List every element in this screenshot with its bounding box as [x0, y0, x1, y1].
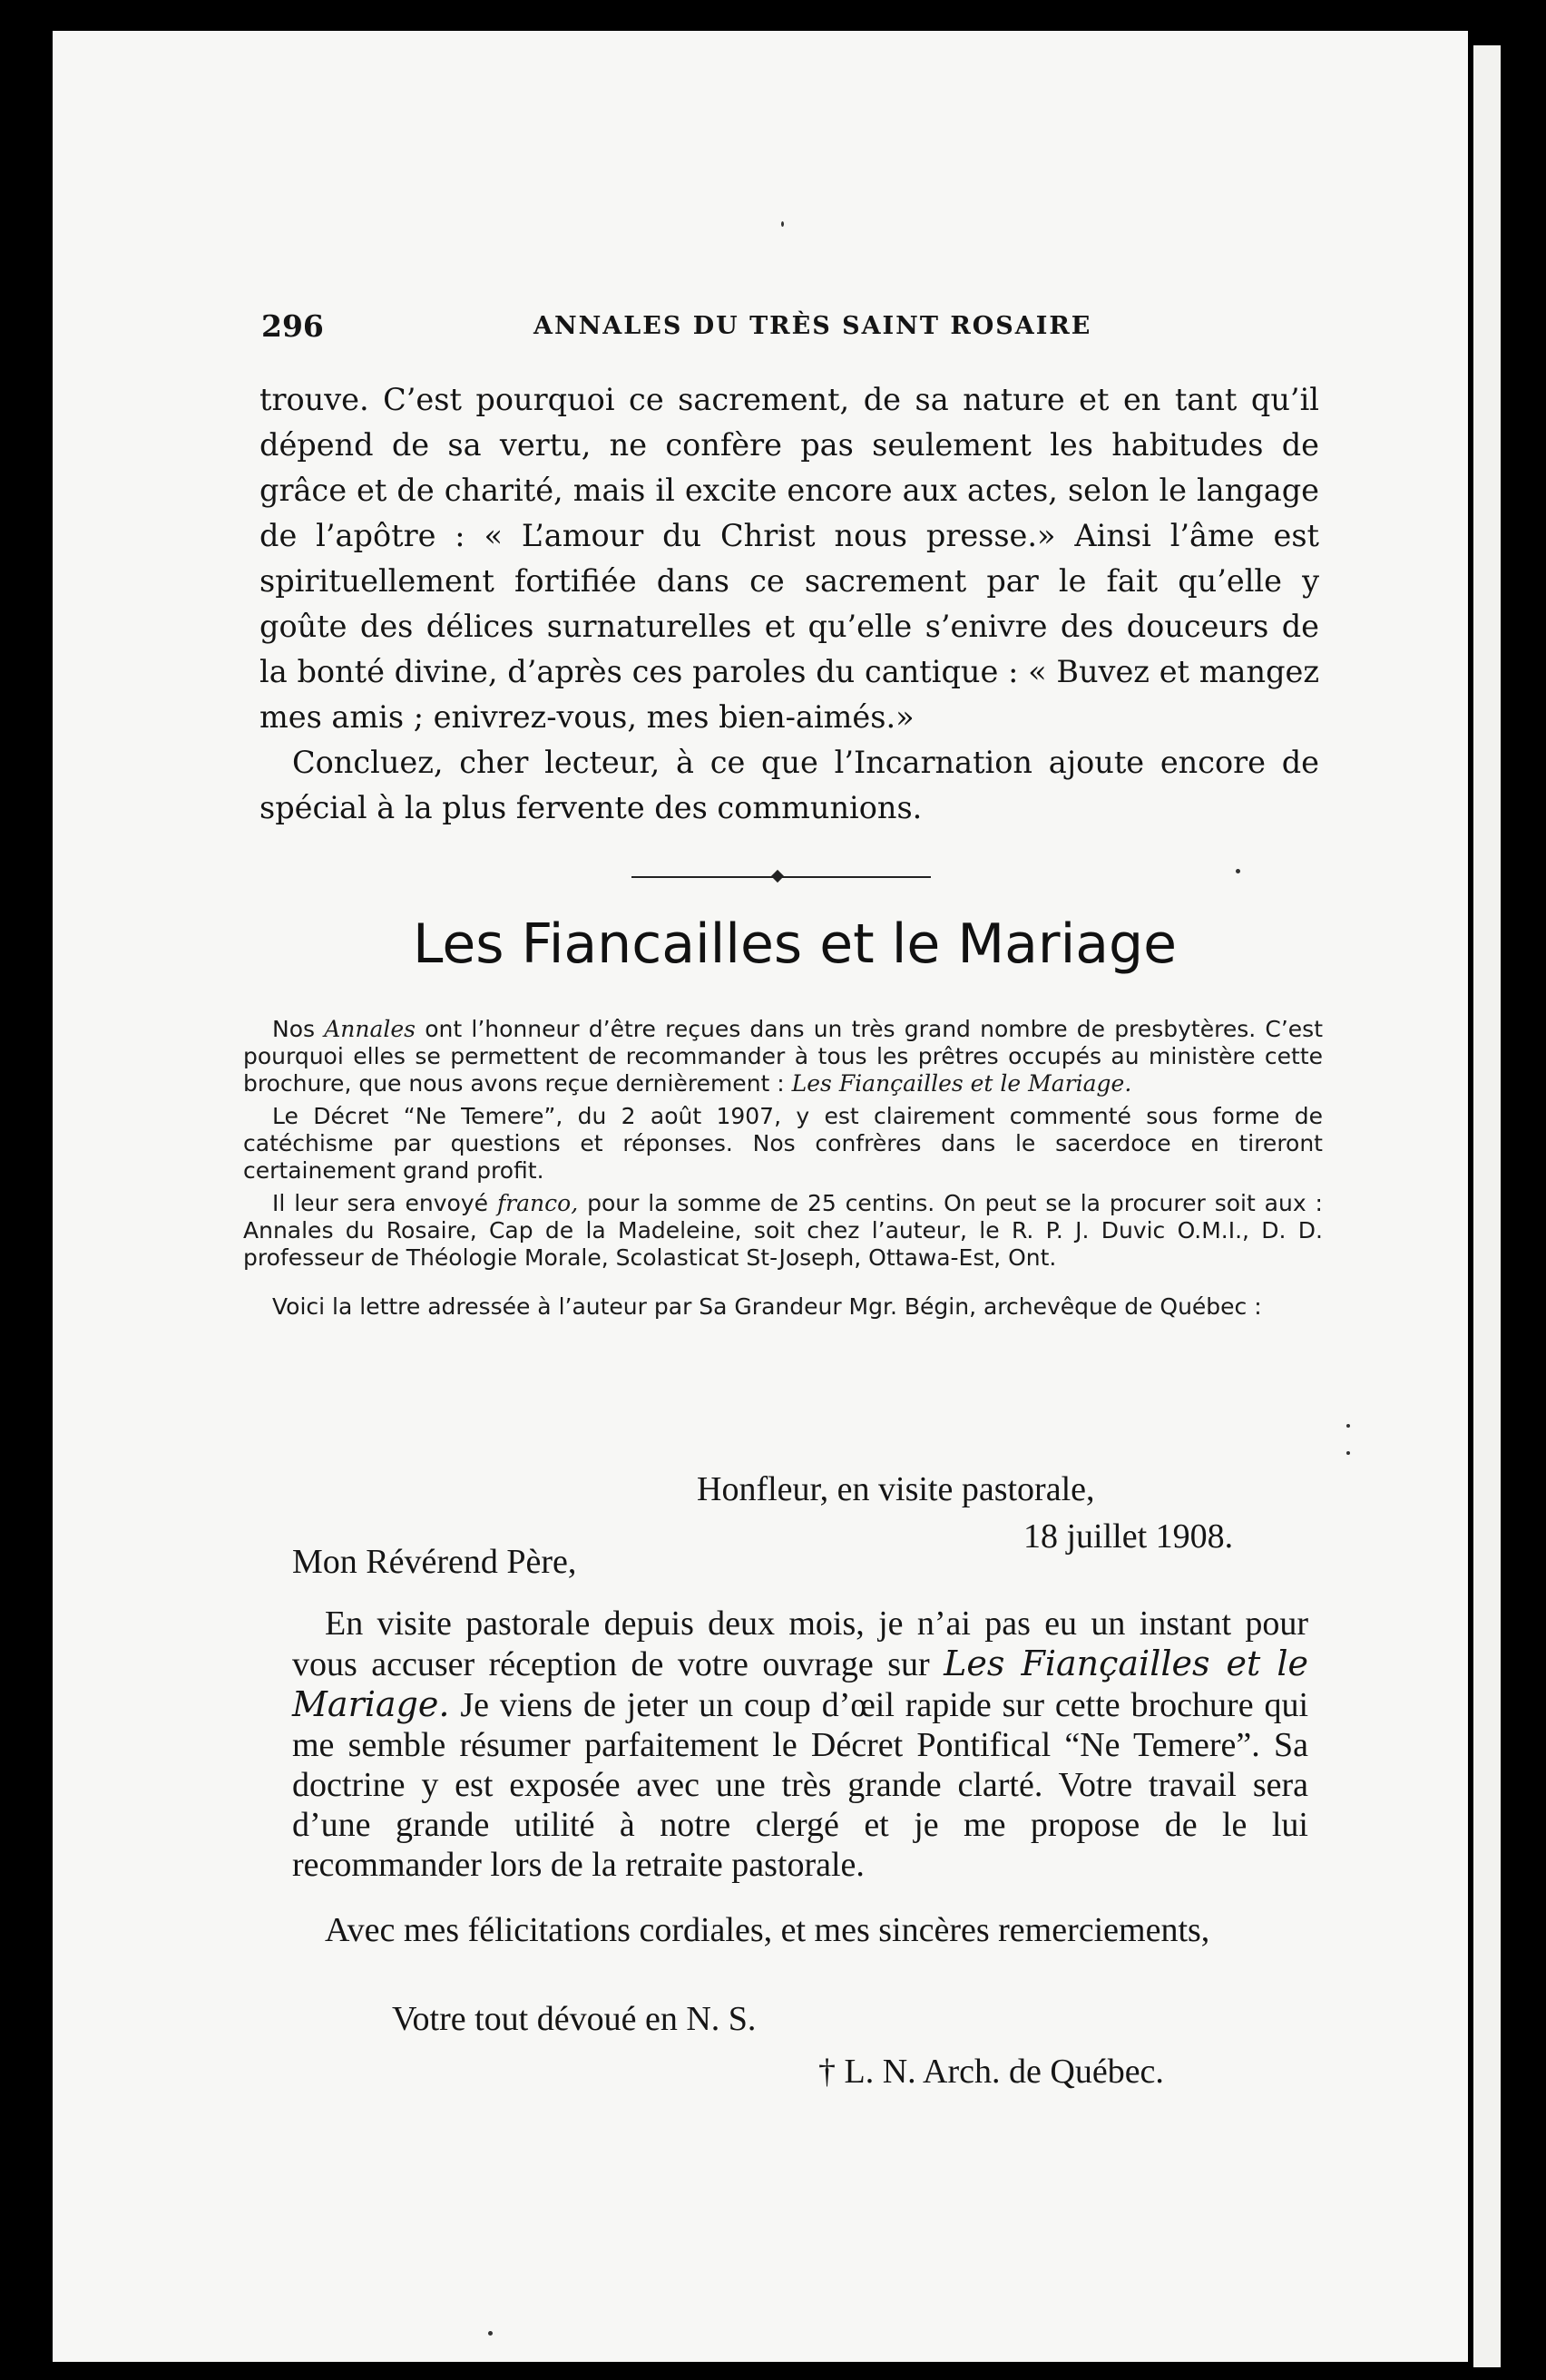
scan-speck: [1346, 1424, 1350, 1428]
letter-signature: † L. N. Arch. de Québec.: [818, 2053, 1164, 2091]
scan-speck: [1236, 869, 1240, 873]
scan-speck: [781, 221, 784, 227]
article-title: Les Fiancailles et le Mariage: [412, 912, 1178, 976]
notice-paragraph: Voici la lettre adressée à l’auteur par Sa Grandeur Mgr. Bégin, archevêque de Québec :: [272, 1293, 1262, 1320]
notice-paragraph: Nos Annales ont l’honneur d’être reçues dans un très grand nombre de presbytères. C’est pourquoi elles se permettent de recommander à tous les prêtres occupés au ministère cette brochure, que nous avons reçue dernièrement : Les Fiançailles et le Mariage.: [243, 1016, 1323, 1097]
letter-body-paragraph: Avec mes félicitations cordiales, et mes sincères remerciements,: [325, 1911, 1210, 1949]
notice-paragraph: Il leur sera envoyé franco, pour la somme de 25 centins. On peut se la procurer soit aux : Annales du Rosaire, Cap de la Madeleine, soit chez l’auteur, le R. P. J. Duvic O.M.I., D. D. professeur de Théologie Morale, Scolasticat St-Joseph, Ottawa-Est, Ont.: [243, 1190, 1323, 1271]
scan-speck: [1346, 1451, 1350, 1455]
letter-date: 18 juillet 1908.: [1023, 1517, 1234, 1556]
editorial-notice: [243, 1016, 1323, 1326]
section-divider-ornament: [771, 870, 784, 883]
book-page: [53, 31, 1468, 2362]
previous-article-ending: [259, 377, 1319, 831]
letter-place: Honfleur, en visite pastorale,: [697, 1470, 1095, 1508]
running-title: ANNALES DU TRÈS SAINT ROSAIRE: [533, 312, 1092, 340]
page-content: [53, 31, 1468, 2362]
letter-body-paragraph: En visite pastorale depuis deux mois, je n’ai pas eu un instant pour vous accuser réception de votre ouvrage sur Les Fiançailles et le Mariage. Je viens de jeter un coup d’œil rapide sur cette brochure qui me semble résumer parfaitement le Décret Pontifical “Ne Temere”. Sa doctrine y est exposée avec une très grande clarté. Votre travail sera d’une grande utilité à notre clergé et je me propose de le lui recommander lors de la retraite pastorale.: [292, 1605, 1308, 1884]
concluding-paragraph: Concluez, cher lecteur, à ce que l’Incarnation ajoute encore de spécial à la plus fervente des communions.: [259, 745, 1319, 825]
letter-closing: Votre tout dévoué en N. S.: [392, 2000, 757, 2038]
continuation-paragraph: trouve. C’est pourquoi ce sacrement, de sa nature et en tant qu’il dépend de sa vertu, ne confère pas seulement les habitudes de grâce et de charité, mais il excite encore aux actes, selon le langage de l’apôtre : « L’amour du Christ nous presse.» Ainsi l’âme est spirituellement fortifiée dans ce sacrement par le fait qu’elle y goûte des délices surnaturelles et qu’elle s’enivre des douceurs de la bonté divine, d’après ces paroles du cantique : « Buvez et mangez mes amis ; enivrez-vous, mes bien-aimés.»: [259, 382, 1319, 735]
notice-paragraph: Le Décret “Ne Temere”, du 2 août 1907, y est clairement commenté sous forme de catéchisme par questions et réponses. Nos confrères dans le sacerdoce en tireront certainement grand profit.: [243, 1103, 1323, 1184]
page-number: 296: [261, 308, 324, 344]
letter-salutation: Mon Révérend Père,: [292, 1543, 577, 1581]
facing-page-edge: [1473, 45, 1501, 2367]
scan-speck: [488, 2331, 493, 2336]
